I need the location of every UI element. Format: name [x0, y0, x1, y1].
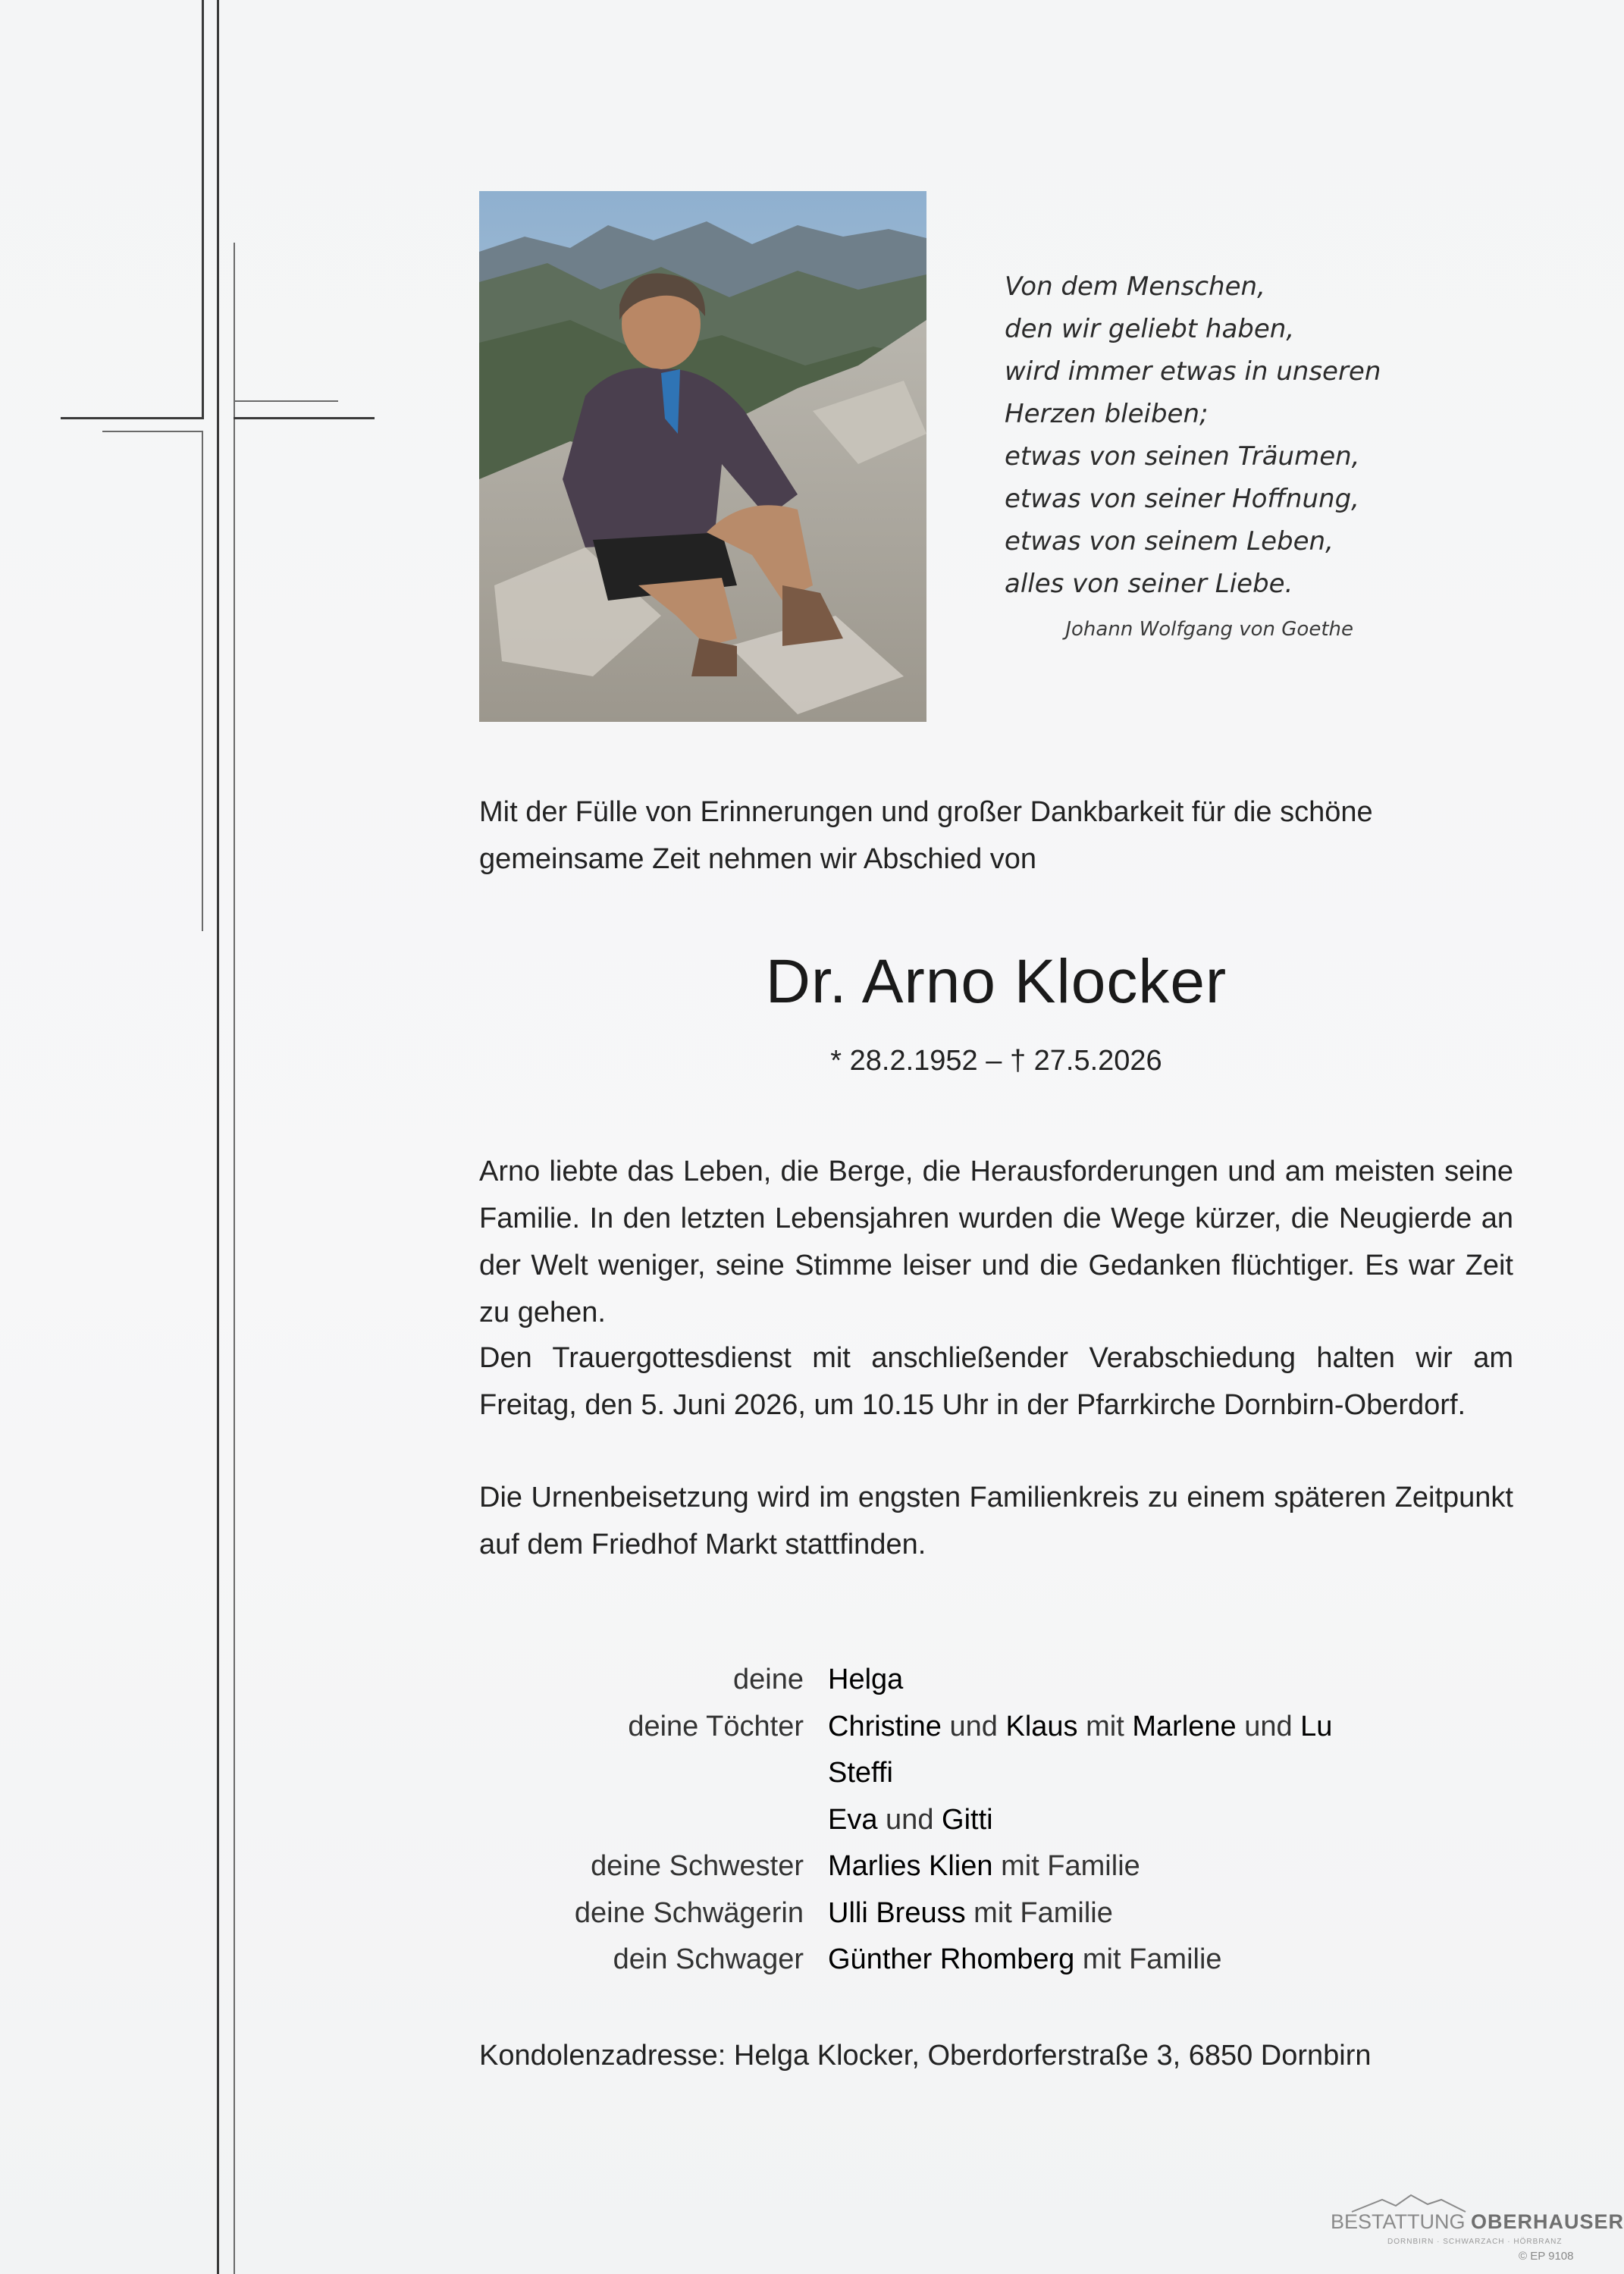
family-member: Steffi — [828, 1757, 893, 1789]
cross-vertical-right — [234, 243, 235, 2274]
family-relation-empty — [479, 1797, 828, 1844]
family-member: Gitti — [942, 1803, 993, 1836]
family-relation: deine Töchter — [628, 1710, 804, 1742]
family-member: Christine — [828, 1710, 942, 1742]
portrait-photo — [479, 191, 926, 722]
family-member: Helga — [828, 1664, 904, 1695]
deceased-name: Dr. Arno Klocker — [765, 947, 1227, 1016]
family-relation: deine Schwägerin — [574, 1896, 804, 1929]
cross-vertical-left-upper — [202, 0, 204, 419]
family-connector: mit Familie — [973, 1896, 1113, 1929]
quote-line: alles von seiner Liebe. — [1005, 569, 1293, 599]
family-connector: mit Familie — [1001, 1850, 1140, 1882]
family-member: Ulli Breuss — [828, 1896, 966, 1929]
cross-vertical-left-lower — [202, 431, 203, 931]
family-relation-empty — [479, 1750, 828, 1797]
portrait-photo-image — [479, 191, 926, 722]
paragraph-remembrance: Arno liebte das Leben, die Berge, die Herausforderungen und am meisten seine Familie. In den letzten Lebensjahren wurden die Wege kürzer, die Neugierde an der Welt weniger, seine Stimme leiser und die Gedanken flüchtiger. Es war Zeit zu gehen. — [479, 1156, 1513, 1328]
family-names — [828, 1657, 903, 1704]
paragraph-service: Den Trauergottesdienst mit anschließender Verabschiedung halten wir am Freitag, den 5. Juni 2026, um 10.15 Uhr in der Pfarrkirche Dornbirn-Oberdorf. — [479, 1342, 1513, 1421]
family-relation: dein Schwager — [613, 1943, 804, 1975]
quote-line: den wir geliebt haben, — [1005, 314, 1295, 344]
quote-line: etwas von seinen Träumen, — [1005, 441, 1360, 472]
family-row — [479, 1750, 1513, 1797]
intro-text: Mit der Fülle von Erinnerungen und großer Dankbarkeit für die schöne gemeinsame Zeit nehmen wir Abschied von — [479, 796, 1373, 875]
family-names — [828, 1750, 893, 1797]
family-names — [828, 1704, 1332, 1751]
family-row — [479, 1843, 1513, 1890]
cross-horizontal-left — [61, 417, 204, 419]
family-relation: deine — [733, 1664, 804, 1695]
quote-line: etwas von seiner Hoffnung, — [1005, 484, 1359, 514]
family-relation: deine Schwester — [591, 1850, 804, 1882]
family-connector: mit — [1086, 1710, 1124, 1742]
family-row — [479, 1937, 1513, 1984]
family-connector: mit Familie — [1082, 1943, 1222, 1975]
quote-author: Johann Wolfgang von Goethe — [1065, 618, 1353, 641]
family-row — [479, 1890, 1513, 1937]
quote-line: Von dem Menschen, — [1005, 271, 1265, 302]
family-connector: und — [949, 1710, 998, 1742]
memorial-quote — [1005, 265, 1429, 605]
quote-line: etwas von seinem Leben, — [1005, 526, 1334, 557]
logo-text — [1331, 2210, 1624, 2234]
cross-vertical-main — [217, 0, 219, 2274]
quote-line: Herzen bleiben; — [1005, 399, 1209, 429]
cross-horizontal-left-lower — [102, 431, 203, 432]
funeral-home-logo — [1331, 2195, 1624, 2263]
family-names — [828, 1937, 1222, 1984]
paragraph-burial: Die Urnenbeisetzung wird im engsten Familienkreis zu einem späteren Zeitpunkt auf dem Friedhof Markt stattfinden. — [479, 1482, 1513, 1560]
family-row — [479, 1704, 1513, 1751]
family-names — [828, 1797, 993, 1844]
condolence-address: Kondolenzadresse: Helga Klocker, Oberdorferstraße 3, 6850 Dornbirn — [479, 2040, 1372, 2072]
logo-name: OBERHAUSER — [1471, 2210, 1624, 2233]
document-code: © EP 9108 — [1519, 2250, 1574, 2263]
family-member: Marlies Klien — [828, 1850, 993, 1882]
family-row — [479, 1797, 1513, 1844]
cross-horizontal-right — [234, 417, 375, 419]
quote-line: wird immer etwas in unseren — [1005, 356, 1381, 387]
family-row — [479, 1657, 1513, 1704]
family-connector: und — [1244, 1710, 1293, 1742]
family-list — [479, 1657, 1513, 1984]
logo-subtitle: DORNBIRN · SCHWARZACH · HÖRBRANZ — [1387, 2238, 1563, 2246]
family-names — [828, 1843, 1140, 1890]
family-member: Günther Rhomberg — [828, 1943, 1075, 1975]
family-member: Klaus — [1005, 1710, 1078, 1742]
family-member: Eva — [828, 1803, 878, 1836]
logo-prefix: BESTATTUNG — [1331, 2210, 1466, 2233]
family-names — [828, 1890, 1113, 1937]
cross-horizontal-right-upper — [234, 400, 338, 402]
family-connector: und — [886, 1803, 934, 1836]
life-dates: * 28.2.1952 – † 27.5.2026 — [830, 1045, 1162, 1077]
family-member: Lu — [1300, 1710, 1333, 1742]
family-member: Marlene — [1132, 1710, 1237, 1742]
